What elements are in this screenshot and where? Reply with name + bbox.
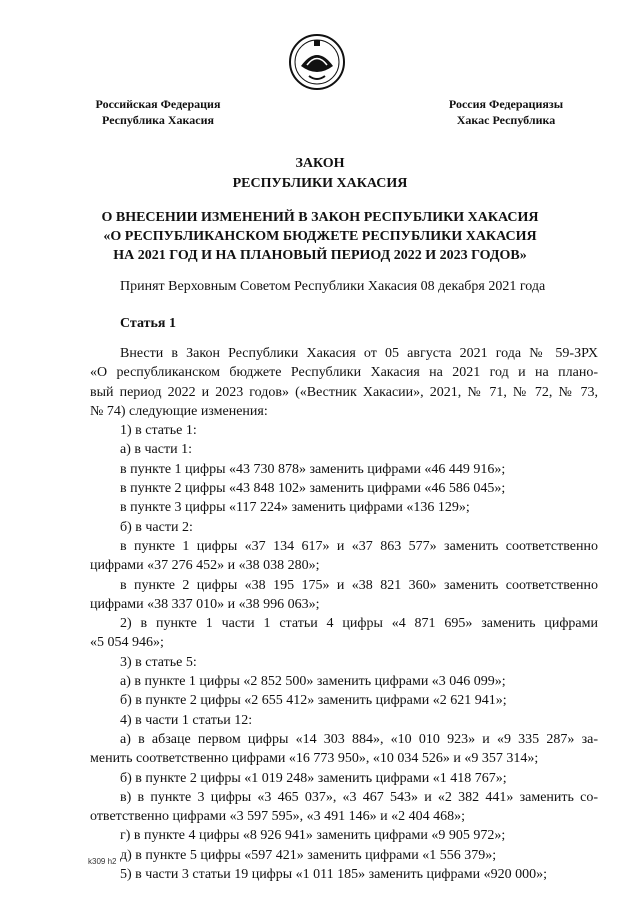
coat-of-arms-emblem xyxy=(287,32,347,92)
body-line: в) в пункте 3 цифры «3 465 037», «3 467 543» и «2 382 441» заменить со- xyxy=(120,789,598,805)
title-line: О ВНЕСЕНИИ ИЗМЕНЕНИЙ В ЗАКОН РЕСПУБЛИКИ ХАКАСИЯ xyxy=(101,210,539,225)
body-line: г) в пункте 4 цифры «8 926 941» заменить цифрами «9 905 972»; xyxy=(120,828,506,844)
body-line: «О республиканском бюджете Республики Хакасия на 2021 год и на плано- xyxy=(90,365,598,381)
body-line: в пункте 1 цифры «37 134 617» и «37 863 577» заменить соответственно xyxy=(120,538,598,554)
article-body xyxy=(90,344,598,884)
header-left xyxy=(88,96,228,128)
article-heading: Статья 1 xyxy=(120,316,176,331)
body-line: а) в пункте 1 цифры «2 852 500» заменить цифрами «3 046 099»; xyxy=(120,674,506,690)
body-line: в пункте 3 цифры «117 224» заменить цифрами «136 129»; xyxy=(120,500,470,516)
body-line: вый период 2022 и 2023 годов» («Вестник Хакасии», 2021, № 71, № 72, № 73, xyxy=(90,384,598,400)
body-line: 4) в части 1 статьи 12: xyxy=(120,712,253,728)
header-right xyxy=(442,96,570,128)
body-line: а) в абзаце первом цифры «14 303 884», «10 010 923» и «9 335 287» за- xyxy=(120,731,598,747)
body-line: № 74) следующие изменения: xyxy=(90,403,268,419)
body-line: в пункте 2 цифры «43 848 102» заменить цифрами «46 586 045»; xyxy=(120,481,506,497)
header-left-line: Российская Федерация xyxy=(95,97,221,111)
body-line: а) в части 1: xyxy=(120,442,192,458)
body-line: «5 054 946»; xyxy=(90,635,164,651)
header-right-line: Россия Федерациязы xyxy=(448,97,564,111)
body-line: цифрами «38 337 010» и «38 996 063»; xyxy=(90,596,320,612)
body-line: цифрами «37 276 452» и «38 038 280»; xyxy=(90,558,320,574)
body-line: 3) в статье 5: xyxy=(120,654,197,670)
document-code: k309 h2 xyxy=(88,857,117,866)
body-line: Внести в Закон Республики Хакасия от 05 августа 2021 года № 59-ЗРХ xyxy=(120,346,598,361)
law-republic-heading: РЕСПУБЛИКИ ХАКАСИЯ xyxy=(232,176,408,191)
body-line: в пункте 1 цифры «43 730 878» заменить цифрами «46 449 916»; xyxy=(120,461,506,477)
law-heading: ЗАКОН xyxy=(295,156,345,171)
body-line: д) в пункте 5 цифры «597 421» заменить цифрами «1 556 379»; xyxy=(120,847,497,863)
title-line: НА 2021 ГОД И НА ПЛАНОВЫЙ ПЕРИОД 2022 И 2023 ГОДОВ» xyxy=(113,248,527,263)
title-line: «О РЕСПУБЛИКАНСКОМ БЮДЖЕТЕ РЕСПУБЛИКИ ХАКАСИЯ xyxy=(103,229,537,244)
body-line: 1) в статье 1: xyxy=(120,423,197,439)
body-line: б) в пункте 2 цифры «2 655 412» заменить цифрами «2 621 941»; xyxy=(120,693,507,709)
body-line: 5) в части 3 статьи 19 цифры «1 011 185» заменить цифрами «920 000»; xyxy=(120,867,547,883)
body-line: менить соответственно цифрами «16 773 950», «10 034 526» и «9 357 314»; xyxy=(90,751,539,767)
body-line: ответственно цифрами «3 597 595», «3 491 146» и «2 404 468»; xyxy=(90,809,466,825)
header-left-line: Республика Хакасия xyxy=(102,113,214,127)
body-line: б) в части 2: xyxy=(120,519,193,535)
body-line: в пункте 2 цифры «38 195 175» и «38 821 360» заменить соответственно xyxy=(120,577,598,593)
body-line: б) в пункте 2 цифры «1 019 248» заменить цифрами «1 418 767»; xyxy=(120,770,507,786)
law-title xyxy=(90,208,550,265)
header-right-line: Хакас Республика xyxy=(456,113,556,127)
body-line: 2) в пункте 1 части 1 статьи 4 цифры «4 871 695» заменить цифрами xyxy=(120,616,598,632)
adoption-statement: Принят Верховным Советом Республики Хакасия 08 декабря 2021 года xyxy=(120,279,546,294)
